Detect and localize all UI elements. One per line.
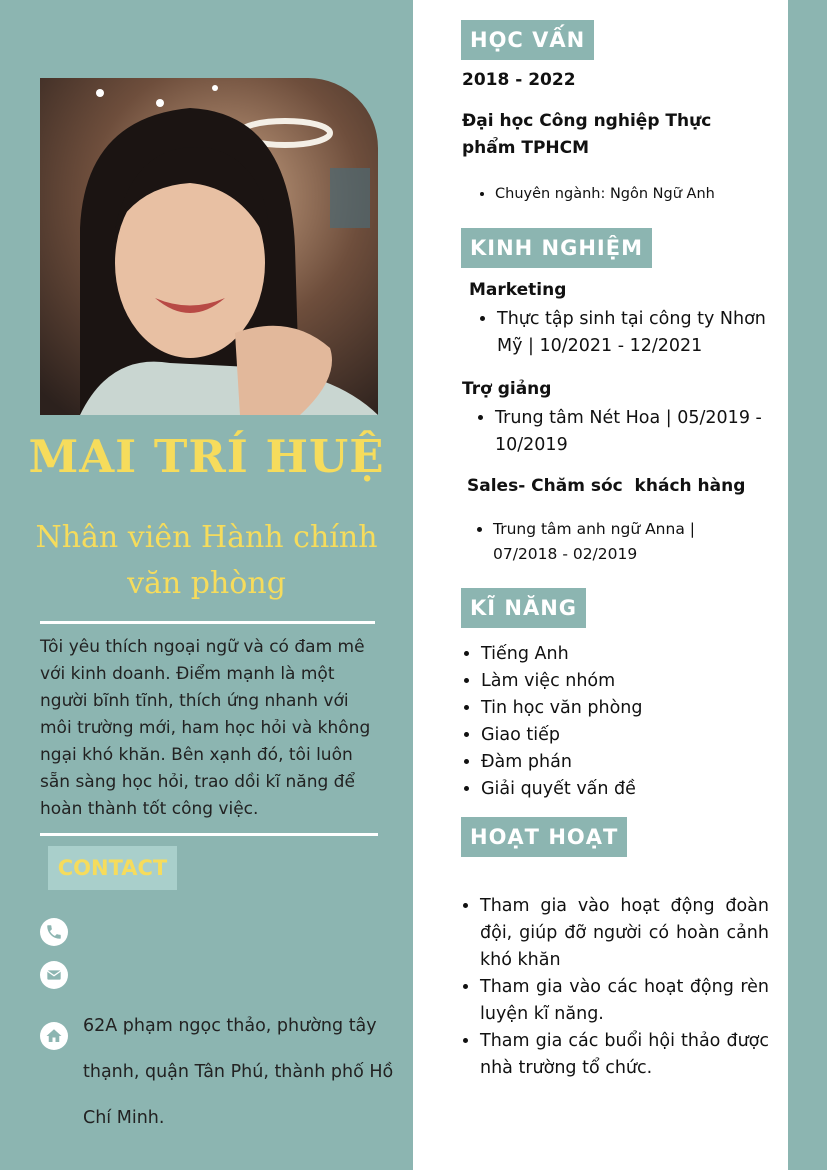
skill-item: • Tin học văn phòng xyxy=(481,695,761,722)
list-item: • Chuyên ngành: Ngôn Ngữ Anh xyxy=(495,186,775,202)
skills-heading: KĨ NĂNG xyxy=(461,588,586,628)
mail-icon[interactable] xyxy=(40,961,68,989)
skill-item: • Làm việc nhóm xyxy=(481,668,761,695)
address-text: 62A phạm ngọc thảo, phường tây thạnh, quận Tân Phú, thành phố Hồ Chí Minh. xyxy=(83,1016,394,1128)
list-item: • Trung tâm anh ngữ Anna | 07/2018 - 02/2019 xyxy=(493,517,723,567)
school-name: Đại học Công nghiệp Thực phẩm TPHCM xyxy=(462,111,712,158)
profile-photo xyxy=(40,78,378,415)
list-item: • Thực tập sinh tại công ty Nhơn Mỹ | 10/2021 - 12/2021 xyxy=(497,306,767,360)
job-title-marketing: Marketing xyxy=(469,280,567,300)
activity-item: • Tham gia vào hoạt động đoàn đội, giúp đỡ người có hoàn cảnh khó khăn xyxy=(480,893,769,974)
job-title-tutor: Trợ giảng xyxy=(462,379,552,399)
education-years: 2018 - 2022 xyxy=(462,70,576,90)
skill-item: • Giao tiếp xyxy=(481,722,761,749)
divider xyxy=(40,833,378,836)
education-heading: HỌC VẤN xyxy=(461,20,594,60)
activities-heading: HOẠT HOẠT xyxy=(461,817,627,857)
experience-heading: KINH NGHIỆM xyxy=(461,228,652,268)
job-title-sales: Sales- Chăm sóc khách hàng xyxy=(467,476,746,496)
phone-icon[interactable] xyxy=(40,918,68,946)
summary-text: Tôi yêu thích ngoại ngữ và có đam mê với kinh doanh. Điểm mạnh là một người bĩnh tĩnh, thích ứng nhanh với môi trường mới, ham học hỏi và không ngại khó khăn. Bên xạnh đó, tôi luôn sẵn sàng học hỏi, trao dồi kĩ năng để hoàn thành tốt công việc. xyxy=(40,637,371,819)
home-icon xyxy=(40,1022,68,1050)
divider xyxy=(40,621,375,624)
job-details xyxy=(473,517,723,567)
job-title: Nhân viên Hành chính văn phòng xyxy=(35,520,378,601)
job-details xyxy=(475,405,765,459)
education-list xyxy=(475,186,775,202)
contact-heading: CONTACT xyxy=(48,846,177,890)
right-accent-strip xyxy=(788,0,827,1170)
skills-list xyxy=(461,641,761,803)
activity-item: • Tham gia các buổi hội thảo được nhà trường tổ chức. xyxy=(480,1028,769,1082)
skill-item: • Giải quyết vấn đề xyxy=(481,776,761,803)
activity-item: • Tham gia vào các hoạt động rèn luyện kĩ năng. xyxy=(480,974,769,1028)
list-item: • Trung tâm Nét Hoa | 05/2019 - 10/2019 xyxy=(495,405,765,459)
job-details xyxy=(477,306,767,360)
skill-item: • Tiếng Anh xyxy=(481,641,761,668)
activities-list xyxy=(460,893,769,1082)
person-name: MAI TRÍ HUỆ xyxy=(28,430,385,483)
skill-item: • Đàm phán xyxy=(481,749,761,776)
